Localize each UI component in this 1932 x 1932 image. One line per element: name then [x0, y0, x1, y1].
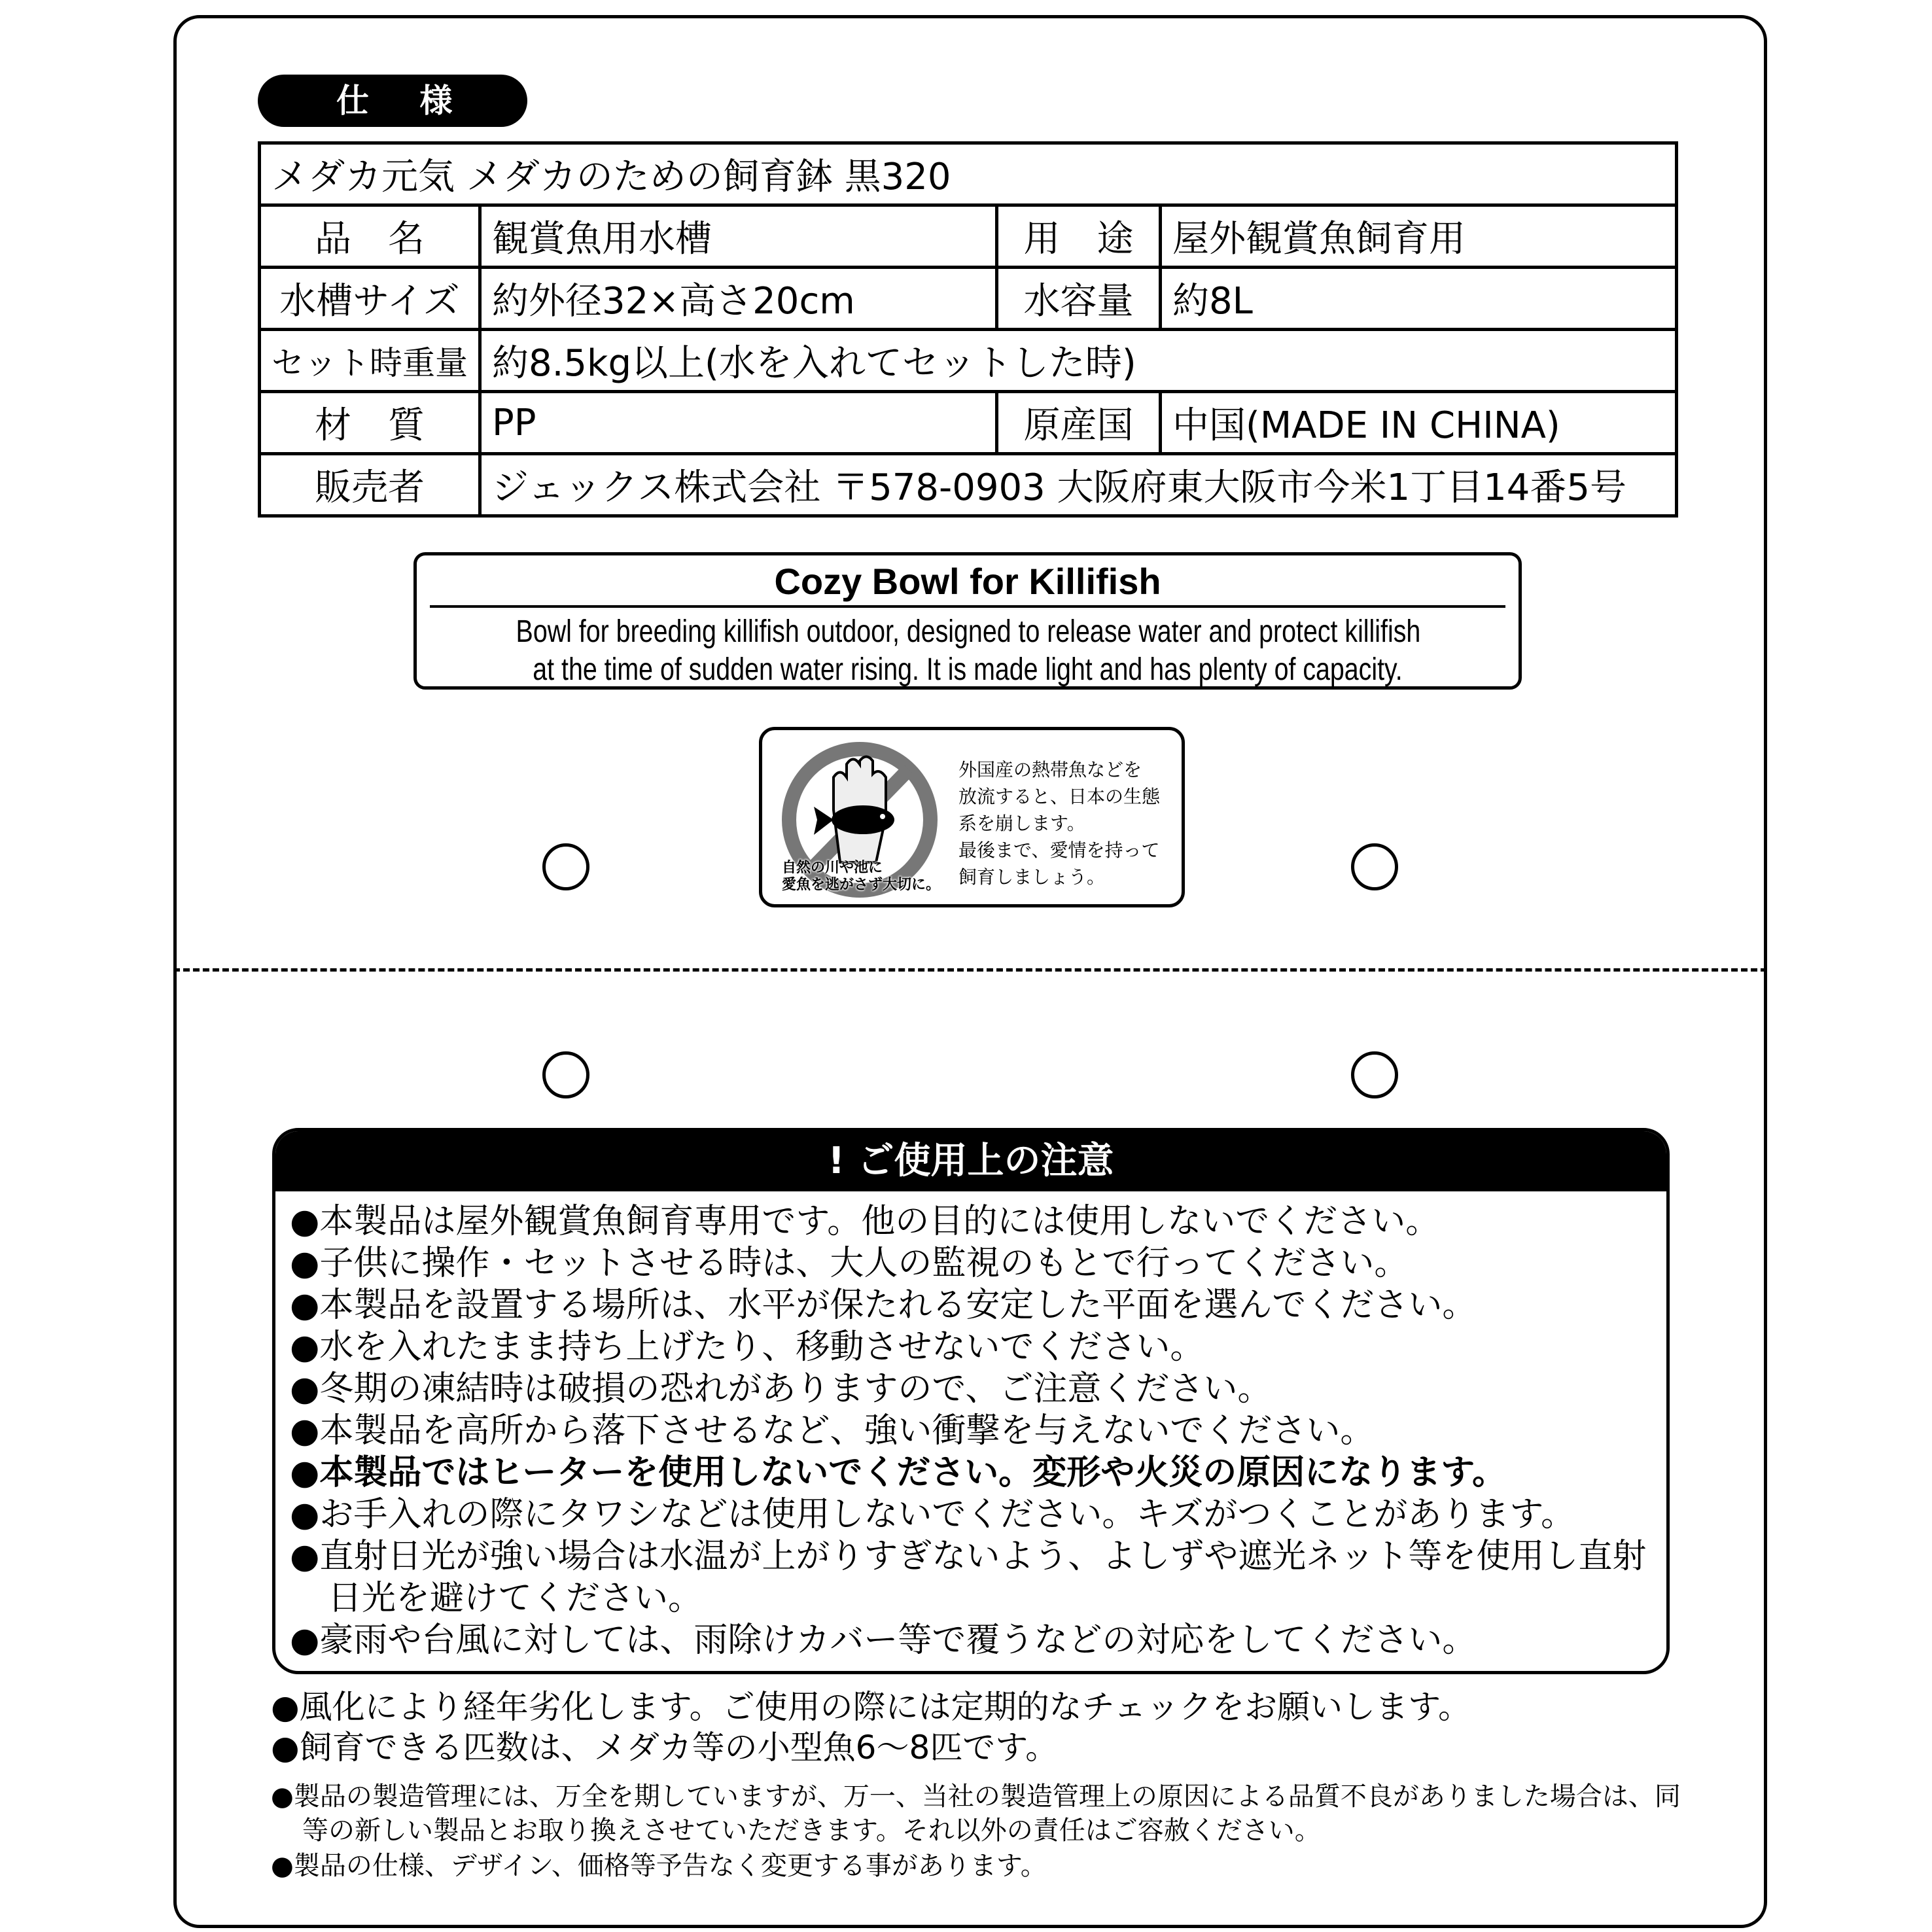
english-line: Bowl for breeding killifish outdoor, designed to release water and protect killifish — [516, 614, 1421, 649]
caption-line: 愛魚を逃がさず大切に。 — [782, 877, 941, 893]
fold-line — [173, 968, 1767, 972]
hang-hole — [1351, 1051, 1398, 1098]
spec-label: 原産国 — [997, 392, 1161, 454]
spec-value: 約8.5kg以上(水を入れてセットした時) — [480, 330, 1677, 392]
notice-line: 外国産の熱帯魚などを — [958, 759, 1142, 781]
notice-line: 飼育しましょう。 — [958, 866, 1106, 888]
small-print: ●製品の仕様、デザイン、価格等予告なく変更する事があります。 — [271, 1851, 1047, 1881]
spec-label: 品 名 — [260, 205, 480, 268]
caution-item: ●直射日光が強い場合は水温が上がりすぎないよう、よしずや遮光ネット等を使用し直射日光を避けてください。 — [290, 1537, 1647, 1618]
small-print: ●製品の製造管理には、万全を期していますが、万一、当社の製造管理上の原因による品質不良がありました場合は、同等の新しい製品とお取り換えさせていただきます。それ以外の責任はご容赦ください。 — [271, 1782, 1681, 1846]
caution-title: ! ご使用上の注意 — [275, 1131, 1666, 1191]
notice-text — [958, 756, 1160, 890]
spec-value: 中国(MADE IN CHINA) — [1161, 392, 1677, 454]
spec-label: 水容量 — [997, 268, 1161, 330]
caution-item: ●子供に操作・セットさせる時は、大人の監視のもとで行ってください。 — [290, 1244, 1409, 1283]
caution-item: ●本製品を高所から落下させるなど、強い衝撃を与えないでください。 — [290, 1411, 1375, 1450]
spec-value: 観賞魚用水槽 — [480, 205, 997, 268]
spec-label: 用 途 — [997, 205, 1161, 268]
english-description — [413, 552, 1522, 690]
section-label: 仕 様 — [258, 75, 527, 127]
notice-line: 放流すると、日本の生態 — [958, 786, 1161, 807]
caution-item: ●本製品を設置する場所は、水平が保たれる安定した平面を選んでください。 — [290, 1286, 1477, 1325]
caution-item: ●本製品ではヒーターを使用しないでください。変形や火災の原因になります。 — [290, 1453, 1507, 1492]
product-title: メダカ元気 メダカのための飼育鉢 黒320 — [260, 143, 1677, 205]
caution-item: ●豪雨や台風に対しては、雨除けカバー等で覆うなどの対応をしてください。 — [290, 1621, 1477, 1660]
hang-hole — [1351, 843, 1398, 890]
caution-item: ●お手入れの際にタワシなどは使用しないでください。キズがつくことがあります。 — [290, 1495, 1575, 1534]
caution-item: ●水を入れたまま持ち上げたり、移動させないでください。 — [290, 1327, 1204, 1367]
spec-table — [258, 141, 1678, 518]
caution-box — [272, 1128, 1670, 1674]
spec-value: PP — [480, 392, 997, 454]
caution-item: ●本製品は屋外観賞魚飼育専用です。他の目的には使用しないでください。 — [290, 1202, 1440, 1241]
spec-value: 約外径32×高さ20cm — [480, 268, 997, 330]
notice-line: 最後まで、愛情を持って — [958, 839, 1160, 861]
caution-item: ●冬期の凍結時は破損の恐れがありますので、ご注意ください。 — [290, 1369, 1272, 1409]
notice-line: 系を崩します。 — [958, 813, 1085, 834]
hang-hole — [542, 1051, 589, 1098]
spec-value: 約8L — [1161, 268, 1677, 330]
spec-value: 屋外観賞魚飼育用 — [1161, 205, 1677, 268]
spec-value: ジェックス株式会社 〒578-0903 大阪府東大阪市今米1丁目14番5号 — [480, 454, 1677, 516]
english-title: Cozy Bowl for Killifish — [430, 555, 1505, 608]
spec-label: セット時重量 — [260, 330, 480, 392]
caption-line: 自然の川や池に — [782, 860, 883, 876]
notice-caption — [782, 860, 940, 894]
footer-note: ●風化により経年劣化します。ご使用の際には定期的なチェックをお願いします。 — [271, 1688, 1471, 1726]
footer-note: ●飼育できる匹数は、メダカ等の小型魚6～8匹です。 — [271, 1729, 1059, 1766]
spec-label: 材 質 — [260, 392, 480, 454]
spec-label: 水槽サイズ — [260, 268, 480, 330]
spec-label: 販売者 — [260, 454, 480, 516]
hang-hole — [542, 843, 589, 890]
english-line: at the time of sudden water rising. It is made light and has plenty of capacity. — [533, 652, 1403, 687]
release-warning-box — [759, 727, 1185, 907]
